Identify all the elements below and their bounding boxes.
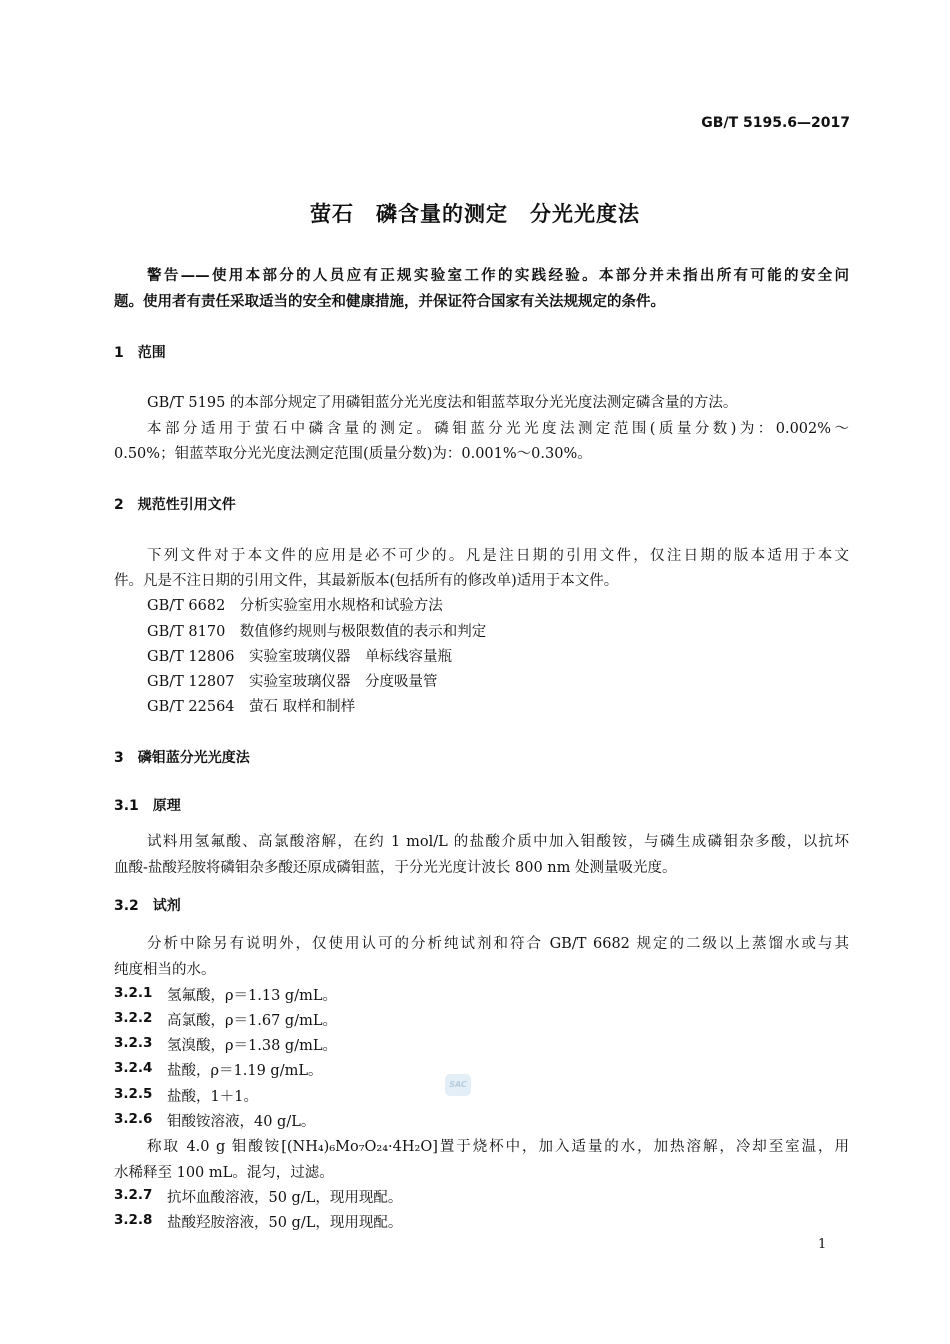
document-title: 萤石 磷含量的测定 分光光度法 [310,202,640,226]
reference-item: GB/T 6682 分析实验室用水规格和试验方法 [147,598,443,614]
section-3-1-line-2: 血酸-盐酸羟胺将磷钼杂多酸还原成磷钼蓝，于分光光度计波长 800 nm 处测量吸光度。 [114,860,677,876]
reference-item: GB/T 12807 实验室玻璃仪器 分度吸量管 [147,674,438,690]
clause-text: 盐酸，ρ＝1.19 g/mL。 [167,1063,323,1079]
clause-number: 3.2.2 [114,1010,153,1026]
sac-watermark-logo: SAC [445,1074,471,1096]
section-3-2-line-2: 纯度相当的水。 [114,962,216,978]
clause-text: 盐酸羟胺溶液，50 g/L，现用现配。 [167,1215,403,1231]
clause-number: 3.2.8 [114,1212,153,1228]
clause-text: 高氯酸，ρ＝1.67 g/mL。 [167,1013,337,1029]
section-3-2-heading: 3.2 试剂 [114,898,181,914]
warning-line-2: 题。使用者有责任采取适当的安全和健康措施，并保证符合国家有关法规规定的条件。 [114,294,665,310]
section-3-1-line-1: 试料用氢氟酸、高氯酸溶解，在约 1 mol/L 的盐酸介质中加入钼酸铵，与磷生成磷钼杂多酸，以抗坏 [147,834,849,850]
reference-item: GB/T 8170 数值修约规则与极限数值的表示和判定 [147,624,487,640]
section-1-paragraph-1: GB/T 5195 的本部分规定了用磷钼蓝分光光度法和钼蓝萃取分光光度法测定磷含量的方法。 [147,395,738,411]
warning-line-1: 警告——使用本部分的人员应有正规实验室工作的实践经验。本部分并未指出所有可能的安全问 [147,268,849,284]
clause-text: 氢溴酸，ρ＝1.38 g/mL。 [167,1038,337,1054]
reference-item: GB/T 12806 实验室玻璃仪器 单标线容量瓶 [147,649,453,665]
clause-number: 3.2.7 [114,1187,153,1203]
clause-number: 3.2.6 [114,1111,153,1127]
reference-item: GB/T 22564 萤石 取样和制样 [147,699,356,715]
standard-number: GB/T 5195.6—2017 [701,115,850,131]
clause-number: 3.2.5 [114,1086,153,1102]
section-3-2-line-1: 分析中除另有说明外，仅使用认可的分析纯试剂和符合 GB/T 6682 规定的二级以上蒸馏水或与其 [147,936,849,952]
clause-number: 3.2.3 [114,1035,153,1051]
section-1-paragraph-2-line-1: 本部分适用于萤石中磷含量的测定。磷钼蓝分光光度法测定范围(质量分数)为：0.002%～ [147,421,849,437]
clause-text: 钼酸铵溶液，40 g/L。 [167,1114,316,1130]
clause-text: 抗坏血酸溶液，50 g/L，现用现配。 [167,1190,403,1206]
section-2-heading: 2 规范性引用文件 [114,497,236,513]
section-3-1-heading: 3.1 原理 [114,798,181,814]
section-2-paragraph-line-1: 下列文件对于本文件的应用是必不可少的。凡是注日期的引用文件，仅注日期的版本适用于本文 [147,548,849,564]
clause-number: 3.2.1 [114,985,153,1001]
reagent-preparation-line-2: 水稀释至 100 mL。混匀，过滤。 [114,1165,334,1181]
section-3-heading: 3 磷钼蓝分光光度法 [114,750,250,766]
clause-text: 氢氟酸，ρ＝1.13 g/mL。 [167,988,337,1004]
section-1-paragraph-2-line-2: 0.50%；钼蓝萃取分光光度法测定范围(质量分数)为：0.001%～0.30%。 [114,446,592,462]
clause-number: 3.2.4 [114,1060,153,1076]
clause-text: 盐酸，1＋1。 [167,1089,258,1105]
page-number: 1 [818,1237,827,1252]
section-2-paragraph-line-2: 件。凡是不注日期的引用文件，其最新版本(包括所有的修改单)适用于本文件。 [114,573,619,589]
section-1-heading: 1 范围 [114,345,166,361]
reagent-preparation-line-1: 称取 4.0 g 钼酸铵[(NH₄)₆Mo₇O₂₄·4H₂O]置于烧杯中，加入适量的水，加热溶解，冷却至室温，用 [147,1139,849,1155]
